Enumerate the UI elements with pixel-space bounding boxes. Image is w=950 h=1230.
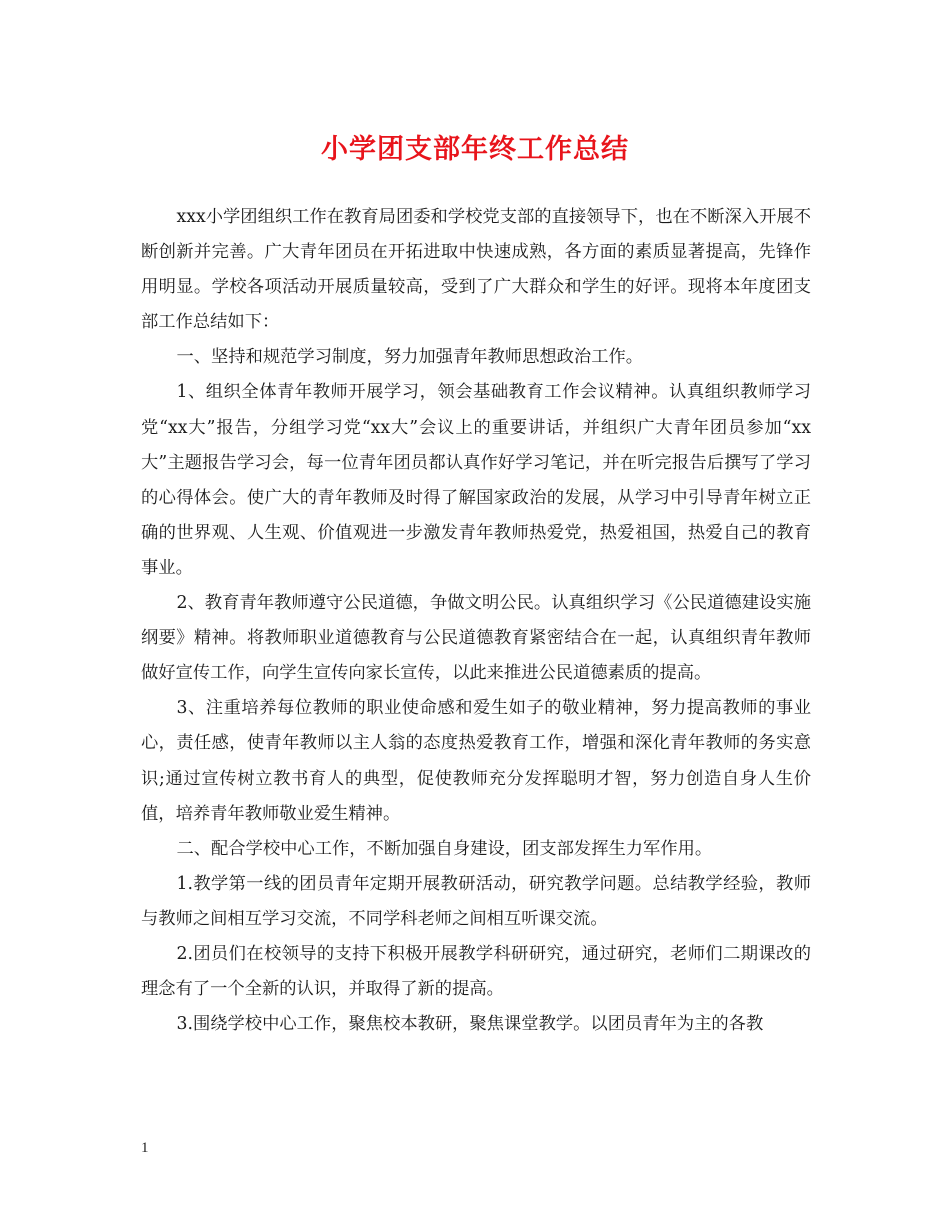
page-number: 1 (141, 1140, 149, 1156)
document-body (141, 200, 811, 1042)
paragraph-2-2: 2.团员们在校领导的支持下积极开展教学科研研究，通过研究，老师们二期课改的理念有了一个全新的认识，并取得了新的提高。 (141, 943, 811, 1000)
paragraph-intro: xxx小学团组织工作在教育局团委和学校党支部的直接领导下，也在不断深入开展不断创新并完善。广大青年团员在开拓进取中快速成熟，各方面的素质显著提高，先锋作用明显。学校各项活动开展质量较高，受到了广大群众和学生的好评。现将本年度团支部工作总结如下： (141, 207, 811, 333)
document-title: 小学团支部年终工作总结 (321, 134, 629, 165)
paragraph-2-3: 3.围绕学校中心工作，聚焦校本教研，聚焦课堂教学。以团员青年为主的各教 (176, 1014, 764, 1035)
section-heading-1: 一、坚持和规范学习制度，努力加强青年教师思想政治工作。 (176, 347, 644, 368)
section-heading-2: 二、配合学校中心工作，不断加强自身建设，团支部发挥生力军作用。 (176, 838, 713, 859)
paragraph-1-1: 1、组织全体青年教师开展学习，领会基础教育工作会议精神。认真组织教师学习党“xx大”报告，分组学习党“xx大”会议上的重要讲话，并组织广大青年团员参加“xx大”主题报告学习会，每一位青年团员都认真作好学习笔记，并在听完报告后撰写了学习的心得体会。使广大的青年教师及时得了解国家政治的发展，从学习中引导青年树立正确的世界观、人生观、价值观进一步激发青年教师热爱党，热爱祖国，热爱自己的教育事业。 (141, 382, 811, 578)
paragraph-1-2: 2、教育青年教师遵守公民道德，争做文明公民。认真组织学习《公民道德建设实施纲要》精神。将教师职业道德教育与公民道德教育紧密结合在一起，认真组织青年教师做好宣传工作，向学生宣传向家长宣传，以此来推进公民道德素质的提高。 (141, 593, 811, 684)
paragraph-1-3: 3、注重培养每位教师的职业使命感和爱生如子的敬业精神，努力提高教师的事业心，责任感，使青年教师以主人翁的态度热爱教育工作，增强和深化青年教师的务实意识;通过宣传树立教书育人的典型，促使教师充分发挥聪明才智，努力创造自身人生价值，培养青年教师敬业爱生精神。 (141, 698, 811, 824)
paragraph-2-1: 1.教学第一线的团员青年定期开展教研活动，研究教学问题。总结教学经验，教师与教师之间相互学习交流，不同学科老师之间相互听课交流。 (141, 873, 811, 929)
